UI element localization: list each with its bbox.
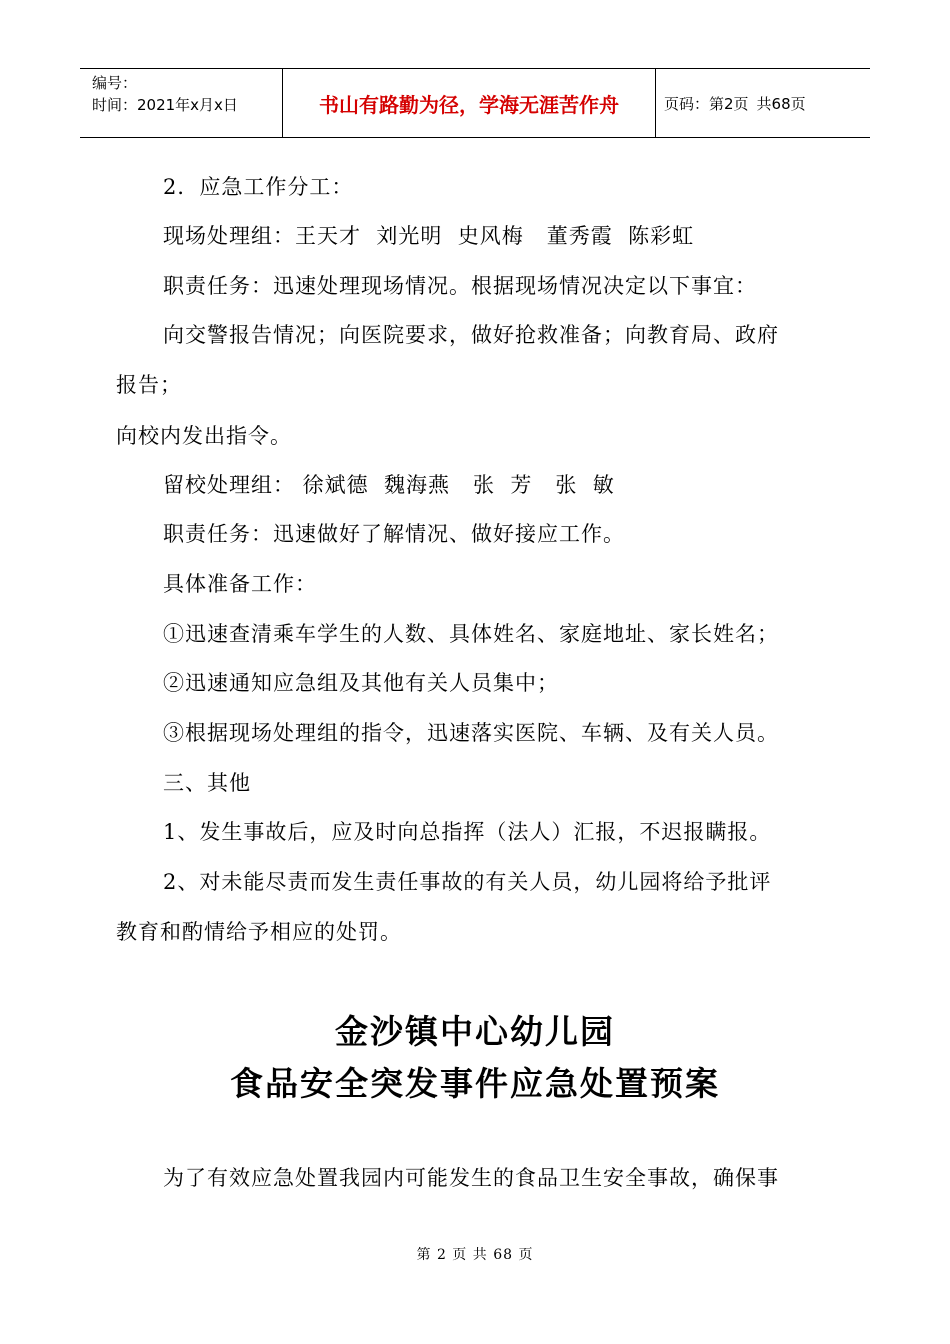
- page-footer: 第 2 页 共 68 页: [416, 1247, 534, 1263]
- body-line: ③根据现场处理组的指令，迅速落实医院、车辆、及有关人员。: [163, 721, 779, 745]
- section-title-line1: 金沙镇中心幼儿园: [335, 1012, 615, 1051]
- body-line: 现场处理组：王天才 刘光明 史风梅 董秀霞 陈彩虹: [163, 224, 695, 248]
- body-line: ①迅速查清乘车学生的人数、具体姓名、家庭地址、家长姓名；: [163, 622, 779, 646]
- body-line: 2、对未能尽责而发生责任事故的有关人员，幼儿园将给予批评: [163, 870, 772, 894]
- body-line: 向校内发出指令。: [116, 424, 292, 448]
- body-line: ②迅速通知应急组及其他有关人员集中；: [163, 671, 559, 695]
- body-line: 报告；: [116, 373, 182, 397]
- body-line: 具体准备工作：: [163, 572, 317, 596]
- page-header: [80, 68, 870, 138]
- section-title-line2: 食品安全突发事件应急处置预案: [230, 1064, 720, 1103]
- header-page-info: [656, 69, 870, 137]
- body-line: 教育和酌情给予相应的处罚。: [116, 920, 402, 944]
- body-line: 职责任务：迅速做好了解情况、做好接应工作。: [163, 522, 625, 546]
- body-line: 三、其他: [163, 771, 251, 795]
- body-line: 1、发生事故后，应及时向总指挥（法人）汇报，不迟报瞒报。: [163, 820, 772, 844]
- intro-paragraph: 为了有效应急处置我园内可能发生的食品卫生安全事故，确保事: [163, 1166, 779, 1190]
- header-page-total: 共68页: [756, 94, 806, 113]
- body-line: 留校处理组： 徐斌德 魏海燕 张 芳 张 敏: [163, 473, 615, 497]
- header-time-label: 时间：2021年x月x日: [92, 96, 238, 114]
- header-page-number: 页码：第2页: [664, 94, 749, 113]
- header-meta: [80, 69, 283, 137]
- header-number-label: 编号：: [92, 74, 138, 92]
- body-line: 2．应急工作分工：: [163, 175, 354, 199]
- body-line: 向交警报告情况；向医院要求，做好抢救准备；向教育局、政府: [163, 323, 779, 347]
- body-line: 职责任务：迅速处理现场情况。根据现场情况决定以下事宜：: [163, 274, 757, 298]
- header-motto: 书山有路勤为径，学海无涯苦作舟: [283, 69, 656, 137]
